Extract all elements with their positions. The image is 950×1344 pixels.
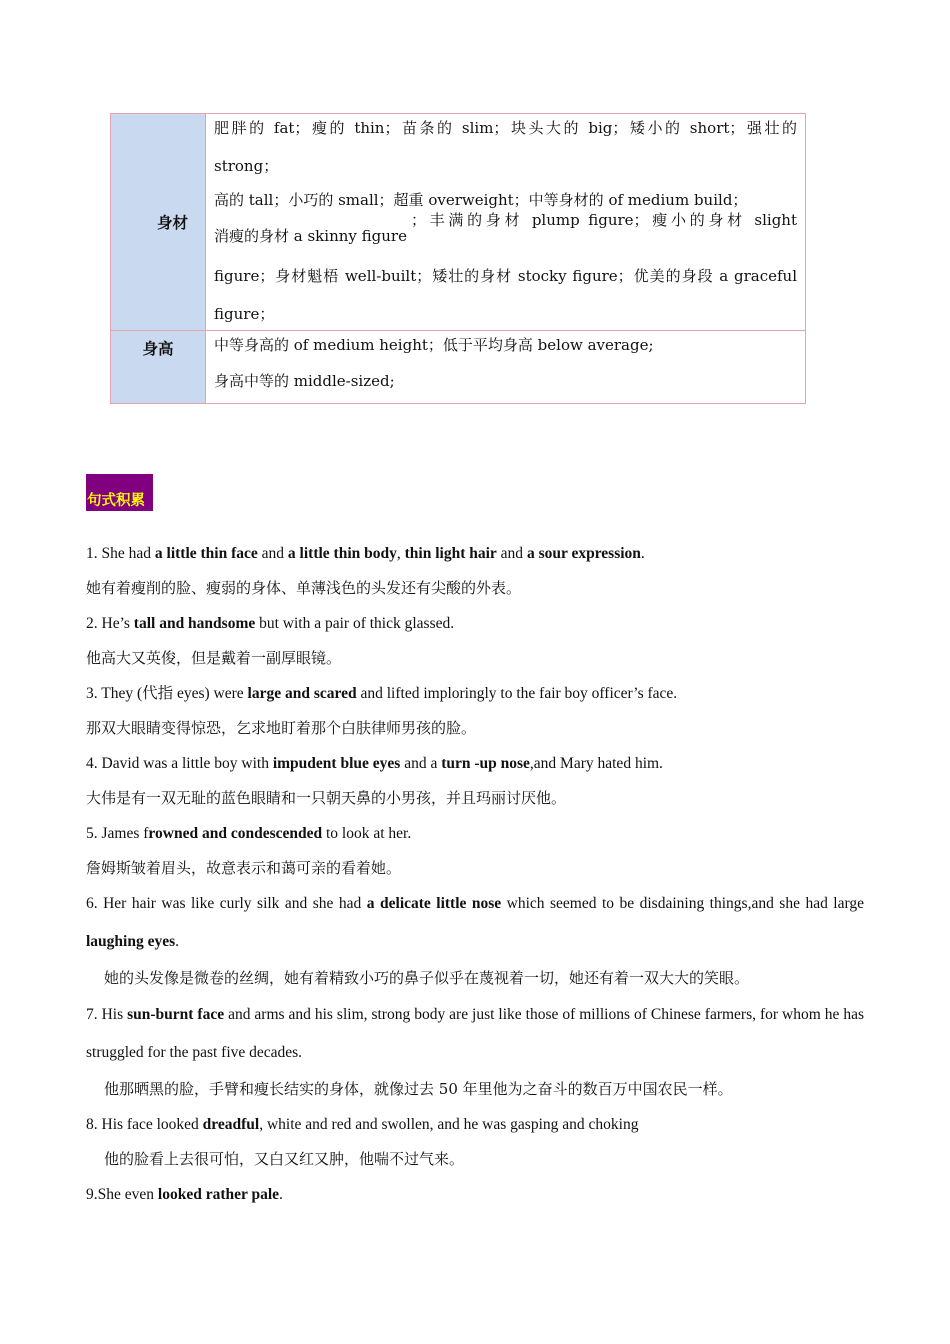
- section-title-tag: [86, 474, 153, 511]
- text-bold: rowned and condescended: [148, 825, 323, 842]
- section-title: 句式积累: [87, 493, 145, 509]
- sentence-zh: 她的头发像是微卷的丝绸，她有着精致小巧的鼻子似乎在蔑视着一切，她还有着一双大大的笑眼。: [104, 969, 750, 987]
- row-content-physique: [206, 114, 806, 331]
- cell-line: 肥胖的 fat；瘦的 thin；苗条的 slim；块头大的 big；矮小的 short；强壮的: [214, 119, 797, 137]
- sentence-zh: 大伟是有一双无耻的蓝色眼睛和一只朝天鼻的小男孩，并且玛丽讨厌他。: [86, 789, 567, 807]
- text-run: but with a pair of thick glassed.: [255, 615, 455, 632]
- cell-line: strong；: [214, 157, 279, 175]
- sentence-zh: 他高大又英俊，但是戴着一副厚眼镜。: [86, 649, 342, 667]
- text-bold: laughing eyes: [86, 933, 176, 950]
- sentence-zh: 他的脸看上去很可怕，又白又红又肿，他喘不过气来。: [104, 1150, 465, 1168]
- text-run: .: [175, 933, 180, 950]
- text-run: and arms and his slim, strong body are just like those of millions of Chinese farmers, for whom he has struggled for the past five decades.: [86, 1006, 864, 1061]
- text-bold: large and scared: [247, 685, 357, 702]
- text-run: .: [640, 545, 645, 562]
- sentence-en: [86, 746, 864, 781]
- text-run: 6. Her hair was like curly silk and she had: [86, 895, 367, 912]
- text-run: 7. His: [86, 1006, 128, 1023]
- sentence-en: [86, 606, 864, 641]
- text-run: 2. He’s: [86, 615, 134, 632]
- sentence-zh: 他那晒黑的脸，手臂和瘦长结实的身体，就像过去 50 年里他为之奋斗的数百万中国农民一样。: [104, 1080, 733, 1098]
- sentence-zh: 詹姆斯皱着眉头，故意表示和蔼可亲的看着她。: [86, 859, 402, 877]
- table-row-physique: [111, 114, 806, 331]
- text-run: 3. They (代指 eyes) were: [86, 685, 248, 702]
- cell-line-mixed: [214, 210, 797, 246]
- sentence-zh: 她有着瘦削的脸、瘦弱的身体、单薄浅色的头发还有尖酸的外表。: [86, 579, 522, 597]
- table-row-height: [111, 331, 806, 404]
- row-label-height: 身高: [111, 331, 206, 404]
- row-label-physique: 身材: [111, 114, 206, 331]
- text-bold: thin light hair: [404, 545, 497, 562]
- cell-line: 身高中等的 middle-sized;: [214, 372, 395, 390]
- text-run: 5. James f: [86, 825, 149, 842]
- text-run: to look at her.: [322, 825, 412, 842]
- sentence-en: [86, 1177, 864, 1212]
- row-content-height: [206, 331, 806, 404]
- text-run: ,and Mary hated him.: [529, 755, 663, 772]
- text-bold: looked rather pale: [157, 1186, 280, 1203]
- text-run: 1. She had: [86, 545, 155, 562]
- text-run: , white and red and swollen, and he was gasping and choking: [259, 1116, 639, 1133]
- sentence-en: [86, 996, 864, 1072]
- vocabulary-table: [110, 113, 806, 404]
- text-run: and: [496, 545, 527, 562]
- text-bold: sun-burnt face: [127, 1006, 225, 1023]
- text-bold: a little thin face: [154, 545, 258, 562]
- cell-fragment: ；丰满的身材 plump figure；瘦小的身材 slight: [410, 211, 797, 229]
- text-run: ,: [396, 545, 405, 562]
- text-run: 4. David was a little boy with: [86, 755, 273, 772]
- sentence-list: [86, 536, 864, 1212]
- sentence-en: [86, 536, 864, 571]
- text-bold: dreadful: [202, 1116, 260, 1133]
- sentence-en: [86, 676, 864, 711]
- text-bold: impudent blue eyes: [272, 755, 401, 772]
- sentence-en: [86, 885, 864, 961]
- text-run: and lifted imploringly to the fair boy officer’s face.: [356, 685, 678, 702]
- text-run: 9.She even: [86, 1186, 158, 1203]
- cell-fragment: 消瘦的身材 a skinny figure: [214, 227, 407, 245]
- cell-line: 高的 tall；小巧的 small；超重 overweight；中等身材的 of medium build；: [214, 191, 748, 209]
- text-run: 8. His face looked: [86, 1116, 203, 1133]
- sentence-zh: 那双大眼睛变得惊恐，乞求地盯着那个白肤律师男孩的脸。: [86, 719, 477, 737]
- text-bold: tall and handsome: [133, 615, 256, 632]
- text-run: .: [279, 1186, 283, 1203]
- text-bold: a delicate little nose: [366, 895, 502, 912]
- text-run: which seemed to be disdaining things,and she had large: [501, 895, 865, 912]
- cell-line: 中等身高的 of medium height；低于平均身高 below average;: [214, 336, 654, 354]
- text-run: and a: [400, 755, 442, 772]
- text-bold: a little thin body: [287, 545, 397, 562]
- cell-line: figure；身材魁梧 well-built；矮壮的身材 stocky figure；优美的身段 a graceful: [214, 267, 797, 285]
- sentence-en: [86, 1107, 864, 1142]
- text-bold: a sour expression: [526, 545, 641, 562]
- text-run: and: [257, 545, 288, 562]
- sentence-en: [86, 816, 864, 851]
- cell-line: figure；: [214, 305, 275, 323]
- text-bold: turn -up nose: [441, 755, 530, 772]
